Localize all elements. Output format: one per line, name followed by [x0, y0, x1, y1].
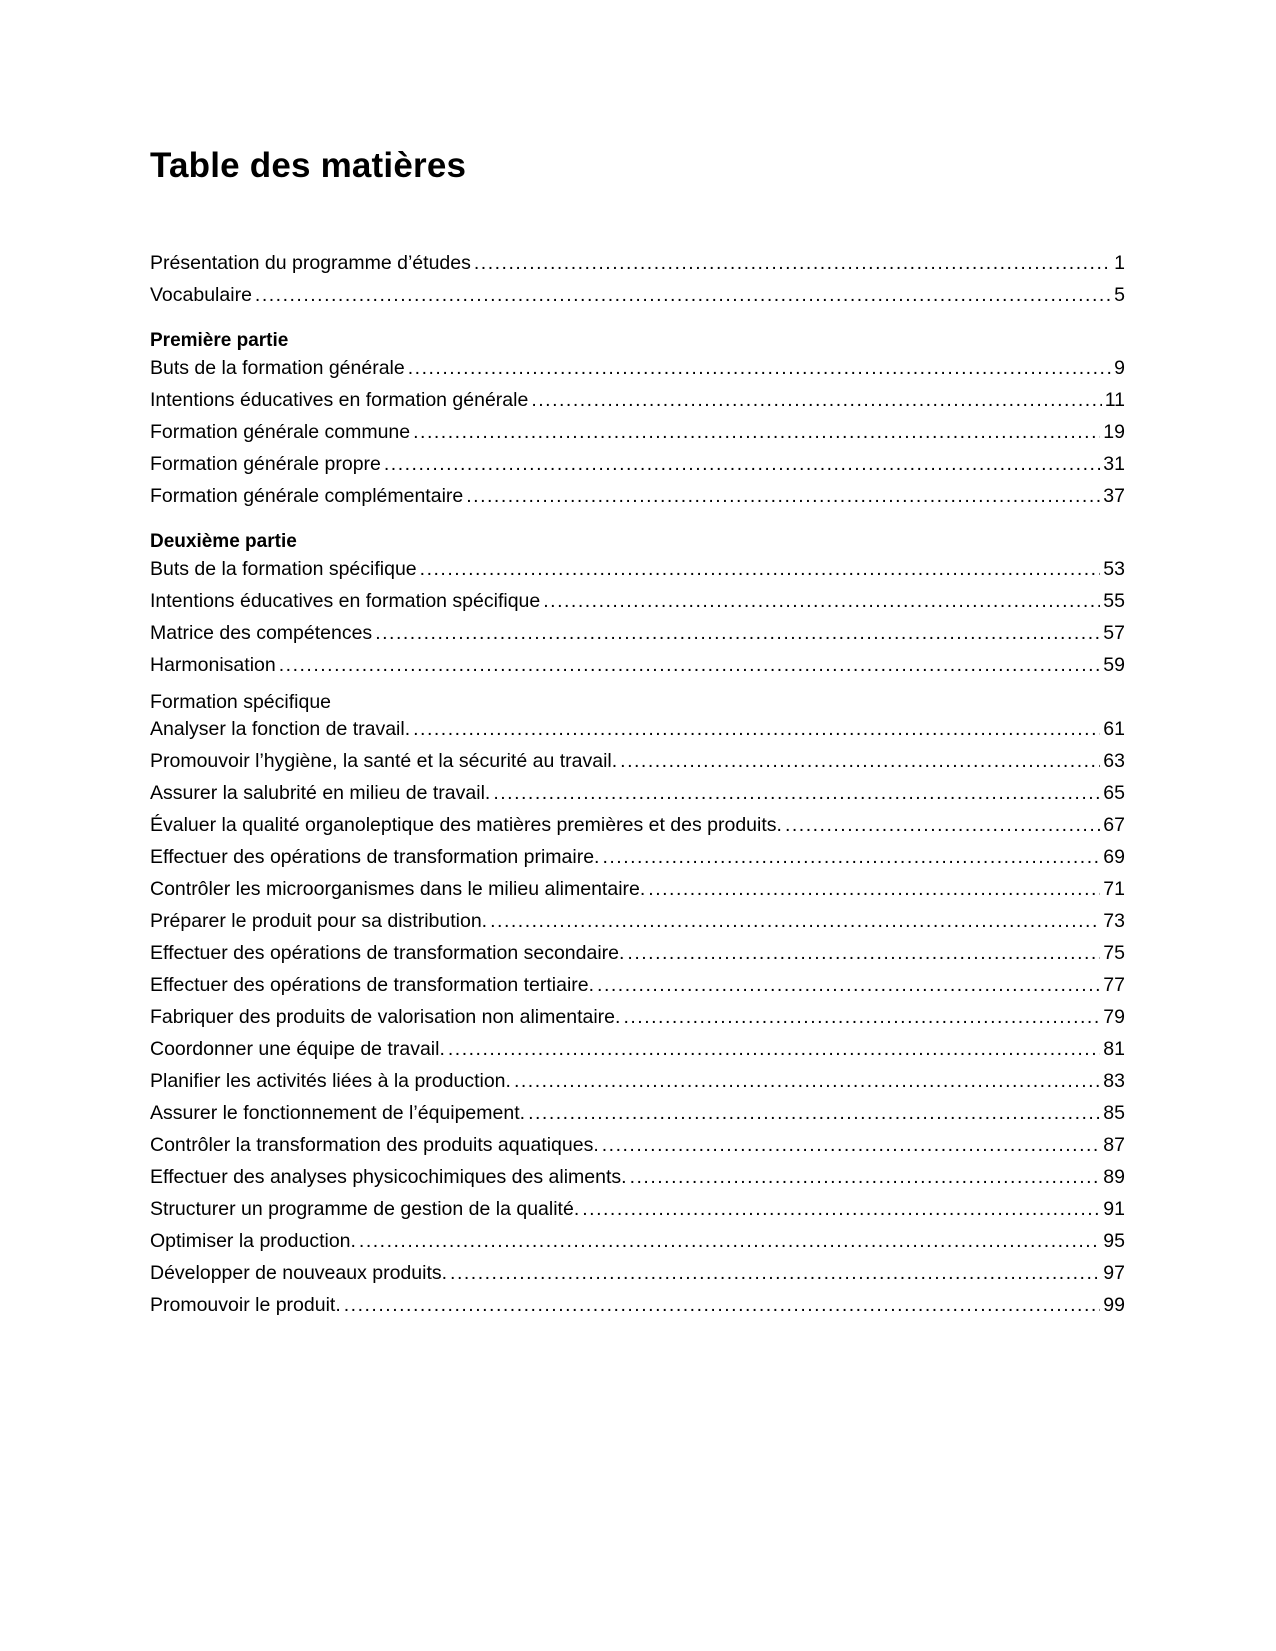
toc-entry-page-number: 91: [1103, 1198, 1125, 1220]
toc-entry-page-number: 11: [1104, 389, 1125, 411]
toc-entry[interactable]: [150, 974, 1125, 1006]
toc-entry[interactable]: [150, 421, 1125, 453]
toc-entry-label: Buts de la formation spécifique: [150, 558, 417, 580]
toc-entry-page-number: 97: [1103, 1262, 1125, 1284]
toc-entry[interactable]: [150, 1006, 1125, 1038]
toc-entry-label: Effectuer des analyses physicochimiques des aliments.: [150, 1166, 627, 1188]
dot-leader: [375, 622, 1100, 645]
dot-leader: [408, 357, 1111, 380]
dot-leader: [602, 1134, 1101, 1157]
dot-leader: [255, 284, 1111, 307]
toc-entry-page-number: 81: [1103, 1038, 1125, 1060]
toc-entry-page-number: 99: [1103, 1294, 1125, 1316]
toc-entry-label: Analyser la fonction de travail.: [150, 718, 411, 740]
page-title: Table des matières: [150, 146, 467, 185]
toc-entry[interactable]: [150, 1038, 1125, 1070]
toc-entry-label: Optimiser la production.: [150, 1230, 356, 1252]
dot-leader: [474, 252, 1111, 275]
toc-entry-page-number: 85: [1103, 1102, 1125, 1124]
toc-entry-label: Évaluer la qualité organoleptique des matières premières et des produits.: [150, 814, 782, 836]
dot-leader: [359, 1230, 1100, 1253]
toc-entry[interactable]: [150, 1198, 1125, 1230]
dot-leader: [279, 654, 1101, 677]
toc-entry[interactable]: [150, 453, 1125, 485]
dot-leader: [627, 942, 1100, 965]
dot-leader: [384, 453, 1100, 476]
dot-leader: [450, 1262, 1100, 1285]
toc-entry-page-number: 55: [1103, 590, 1125, 612]
toc-entry-label: Effectuer des opérations de transformation primaire.: [150, 846, 600, 868]
dot-leader: [543, 590, 1100, 613]
dot-leader: [420, 558, 1101, 581]
toc-entry-label: Buts de la formation générale: [150, 357, 405, 379]
toc-entry-page-number: 59: [1103, 654, 1125, 676]
dot-leader: [597, 974, 1100, 997]
toc-entry-page-number: 69: [1103, 846, 1125, 868]
toc-entry-page-number: 73: [1103, 910, 1125, 932]
dot-leader: [785, 814, 1100, 837]
toc-entry-label: Intentions éducatives en formation générale: [150, 389, 529, 411]
dot-leader: [490, 910, 1100, 933]
toc-entry-page-number: 79: [1103, 1006, 1125, 1028]
toc-entry[interactable]: [150, 782, 1125, 814]
toc-entry-label: Contrôler les microorganismes dans le milieu alimentaire.: [150, 878, 646, 900]
specific-entries: [150, 718, 1125, 1326]
toc-entry[interactable]: [150, 878, 1125, 910]
toc-entry-page-number: 53: [1103, 558, 1125, 580]
toc-entry[interactable]: [150, 846, 1125, 878]
dot-leader: [648, 878, 1100, 901]
dot-leader: [531, 389, 1101, 412]
toc-entry[interactable]: [150, 814, 1125, 846]
part1-heading: Première partie: [150, 330, 289, 351]
toc-entry-label: Assurer la salubrité en milieu de travail.: [150, 782, 491, 804]
toc-entry[interactable]: [150, 252, 1125, 284]
toc-entry-page-number: 71: [1103, 878, 1125, 900]
toc-entry-page-number: 9: [1114, 357, 1125, 379]
toc-entry[interactable]: [150, 1230, 1125, 1262]
toc-entry-label: Formation générale propre: [150, 453, 381, 475]
dot-leader: [602, 846, 1100, 869]
toc-entry[interactable]: [150, 942, 1125, 974]
toc-entry-page-number: 95: [1103, 1230, 1125, 1252]
toc-entry-page-number: 65: [1103, 782, 1125, 804]
toc-entry-label: Promouvoir le produit.: [150, 1294, 341, 1316]
toc-entry[interactable]: [150, 485, 1125, 517]
toc-entry[interactable]: [150, 1134, 1125, 1166]
toc-entry-page-number: 63: [1103, 750, 1125, 772]
dot-leader: [493, 782, 1100, 805]
part2-entries: [150, 558, 1125, 686]
toc-entry-label: Fabriquer des produits de valorisation non alimentaire.: [150, 1006, 621, 1028]
toc-entry-page-number: 31: [1103, 453, 1125, 475]
part2-heading: Deuxième partie: [150, 531, 297, 552]
table-of-contents: [150, 252, 1125, 1326]
toc-entry-page-number: 89: [1103, 1166, 1125, 1188]
toc-entry[interactable]: [150, 1070, 1125, 1102]
toc-entry-label: Assurer le fonctionnement de l’équipement.: [150, 1102, 526, 1124]
toc-entry-label: Structurer un programme de gestion de la qualité.: [150, 1198, 580, 1220]
toc-entry[interactable]: [150, 590, 1125, 622]
part1-entries: [150, 357, 1125, 517]
toc-entry-page-number: 1: [1114, 252, 1125, 274]
toc-entry-page-number: 37: [1103, 485, 1125, 507]
toc-entry-label: Effectuer des opérations de transformation secondaire.: [150, 942, 625, 964]
toc-entry-page-number: 83: [1103, 1070, 1125, 1092]
toc-entry-label: Promouvoir l’hygiène, la santé et la sécurité au travail.: [150, 750, 618, 772]
toc-entry[interactable]: [150, 389, 1125, 421]
toc-entry-label: Effectuer des opérations de transformation tertiaire.: [150, 974, 595, 996]
toc-entry-page-number: 77: [1103, 974, 1125, 996]
toc-entry-label: Harmonisation: [150, 654, 276, 676]
toc-entry[interactable]: [150, 1262, 1125, 1294]
toc-entry-label: Planifier les activités liées à la production.: [150, 1070, 511, 1092]
dot-leader: [620, 750, 1100, 773]
toc-entry-page-number: 19: [1103, 421, 1125, 443]
toc-entry-label: Préparer le produit pour sa distribution.: [150, 910, 488, 932]
toc-entry-page-number: 57: [1103, 622, 1125, 644]
toc-entry[interactable]: [150, 1294, 1125, 1326]
dot-leader: [413, 718, 1100, 741]
toc-entry[interactable]: [150, 910, 1125, 942]
dot-leader: [413, 421, 1100, 444]
toc-entry-label: Développer de nouveaux produits.: [150, 1262, 448, 1284]
intro-entries: [150, 252, 1125, 316]
toc-entry-page-number: 5: [1114, 284, 1125, 306]
dot-leader: [528, 1102, 1100, 1125]
toc-entry[interactable]: [150, 654, 1125, 686]
toc-entry[interactable]: [150, 1102, 1125, 1134]
formation-specifique-subheading: Formation spécifique: [150, 691, 332, 713]
toc-entry-label: Formation générale complémentaire: [150, 485, 464, 507]
toc-entry-label: Intentions éducatives en formation spécifique: [150, 590, 541, 612]
dot-leader: [582, 1198, 1100, 1221]
toc-entry-label: Contrôler la transformation des produits aquatiques.: [150, 1134, 599, 1156]
dot-leader: [344, 1294, 1101, 1317]
toc-entry[interactable]: [150, 622, 1125, 654]
toc-entry-page-number: 75: [1103, 942, 1125, 964]
toc-entry[interactable]: [150, 1166, 1125, 1198]
toc-entry[interactable]: [150, 558, 1125, 590]
toc-entry-page-number: 67: [1103, 814, 1125, 836]
toc-entry[interactable]: [150, 357, 1125, 389]
toc-entry[interactable]: [150, 750, 1125, 782]
toc-entry-label: Formation générale commune: [150, 421, 411, 443]
toc-entry-label: Présentation du programme d’études: [150, 252, 471, 274]
toc-entry[interactable]: [150, 718, 1125, 750]
toc-entry-page-number: 87: [1103, 1134, 1125, 1156]
toc-entry-label: Coordonner une équipe de travail.: [150, 1038, 445, 1060]
toc-entry-page-number: 61: [1103, 718, 1125, 740]
dot-leader: [466, 485, 1100, 508]
dot-leader: [630, 1166, 1101, 1189]
toc-entry-label: Vocabulaire: [150, 284, 252, 306]
toc-entry[interactable]: [150, 284, 1125, 316]
dot-leader: [623, 1006, 1100, 1029]
toc-entry-label: Matrice des compétences: [150, 622, 373, 644]
dot-leader: [448, 1038, 1100, 1061]
dot-leader: [514, 1070, 1100, 1093]
